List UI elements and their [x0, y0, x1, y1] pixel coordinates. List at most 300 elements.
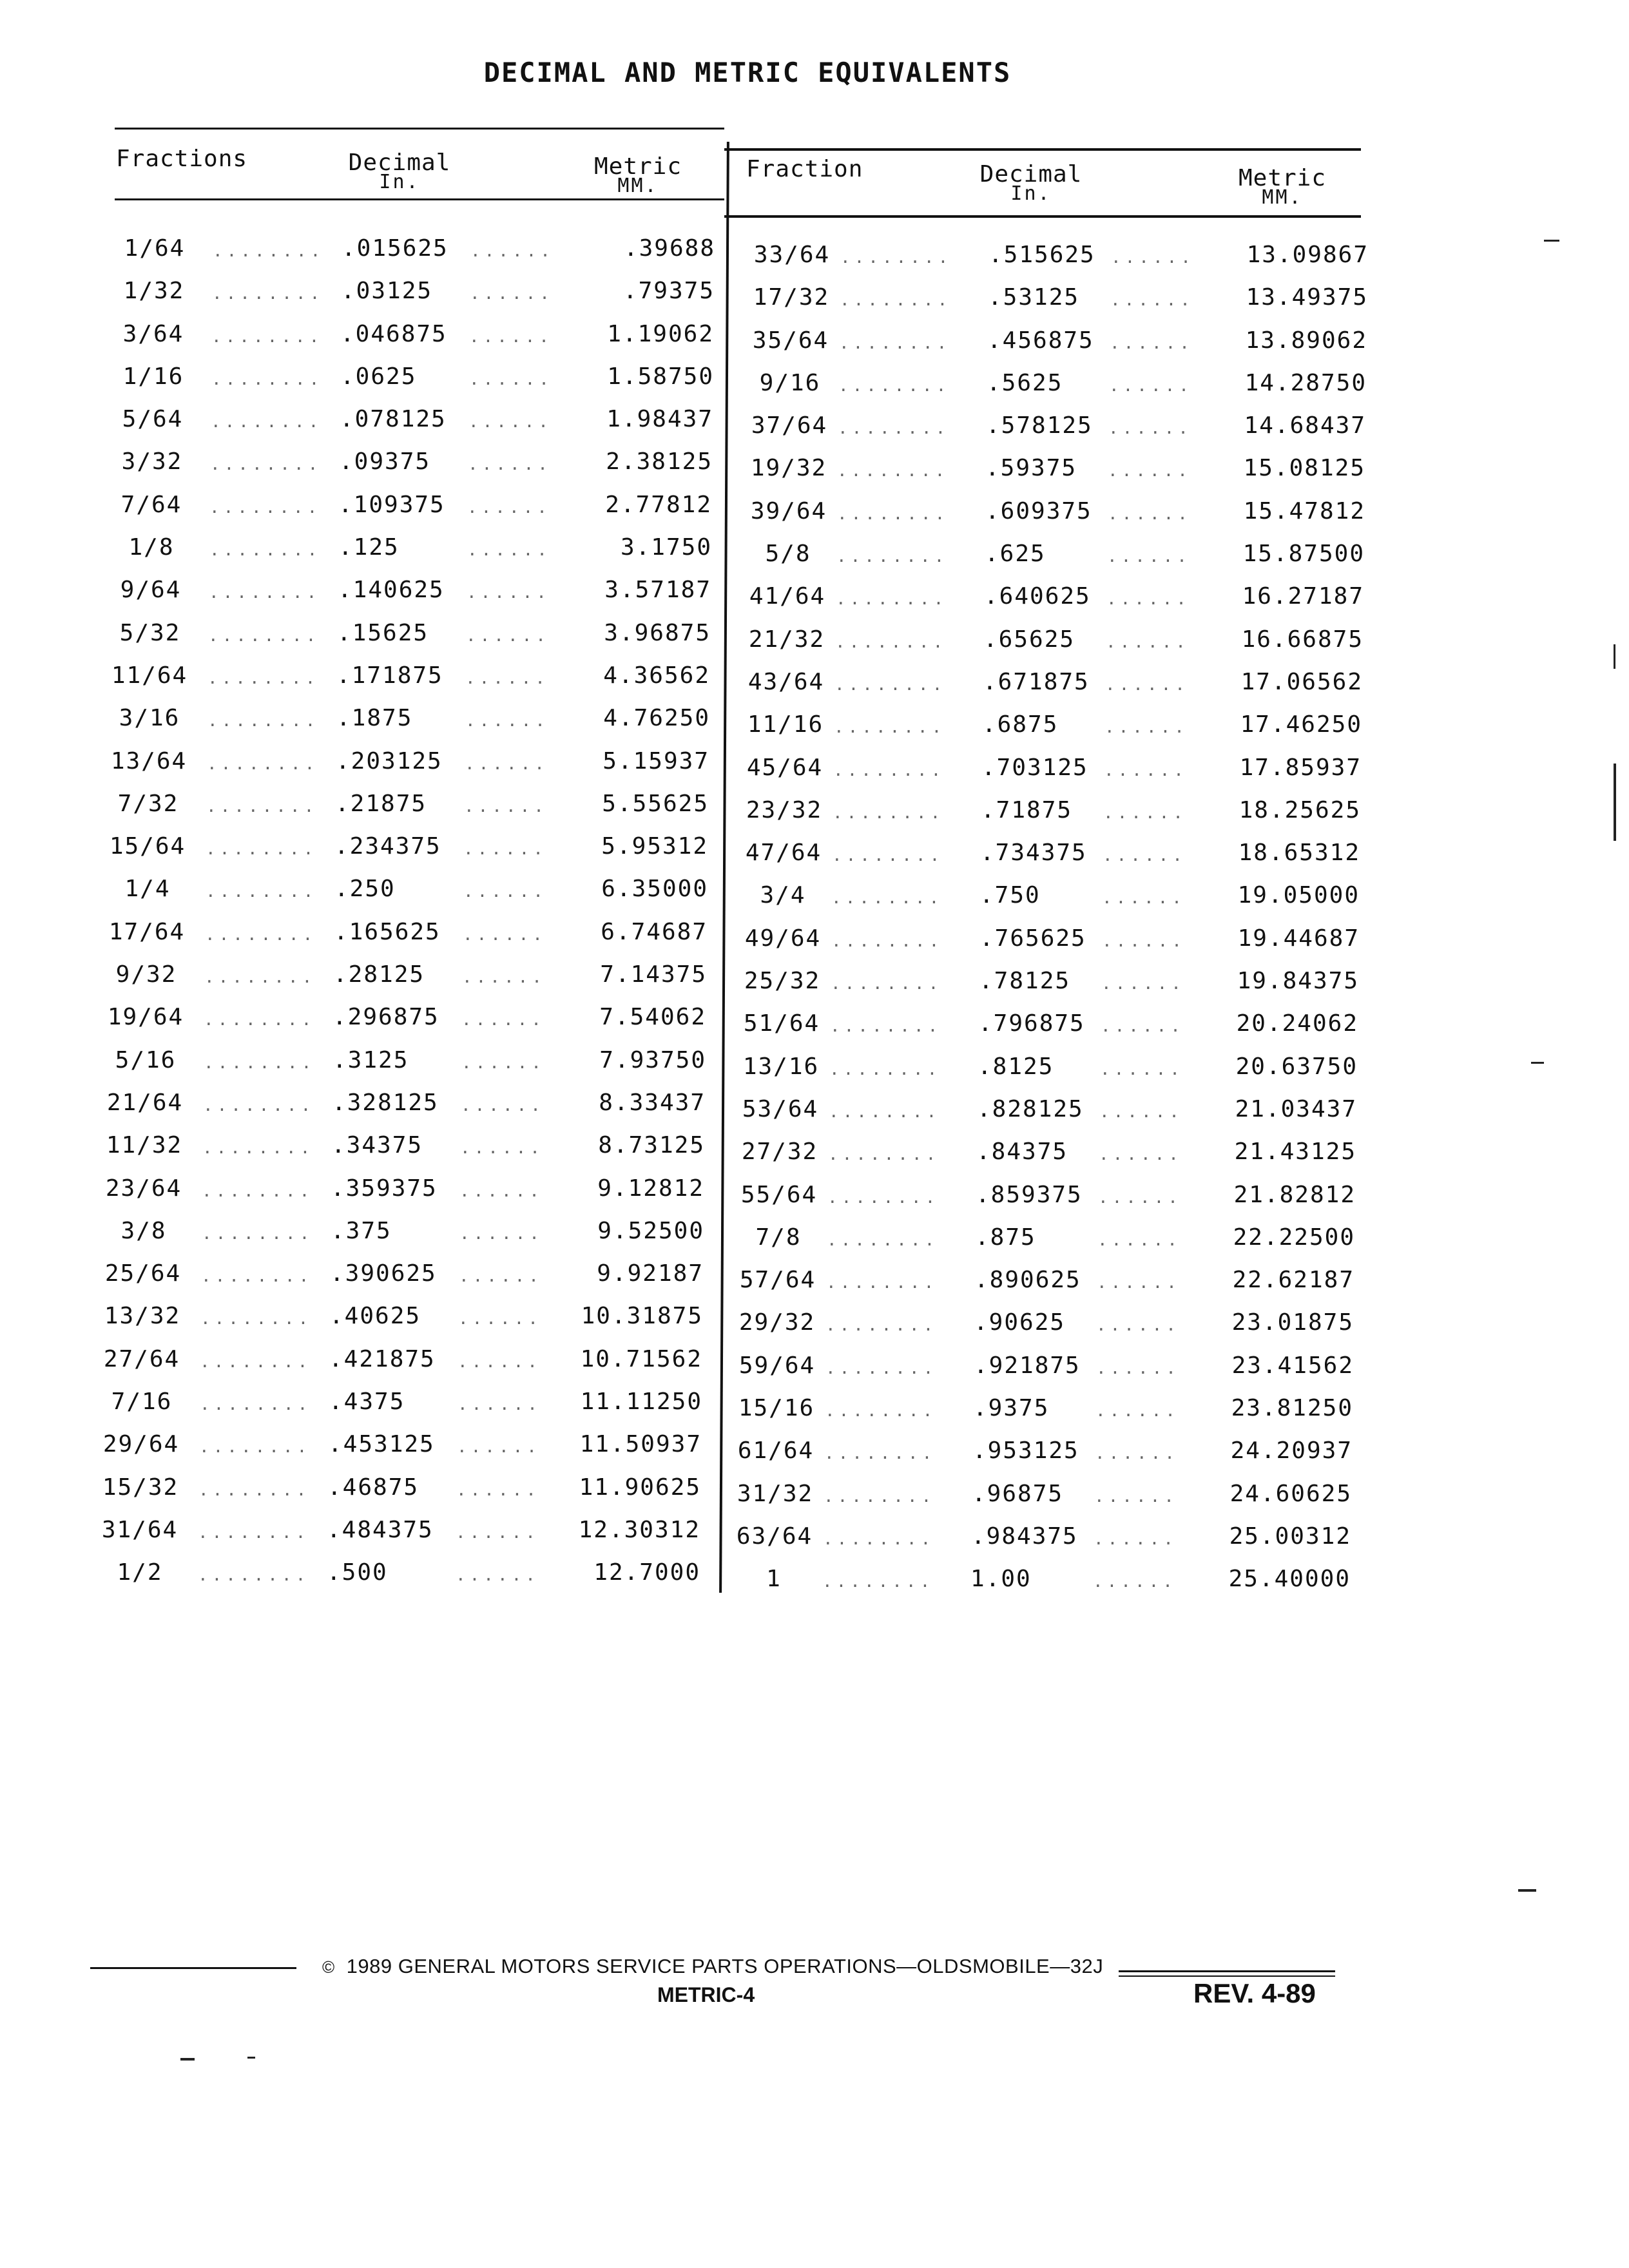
- table-row: [0, 620, 717, 662]
- fraction-cell: 11/32: [106, 1132, 183, 1159]
- dot-leader: ......: [466, 626, 550, 646]
- header-fraction-left: Fractions: [116, 146, 248, 172]
- metric-cell: 8.33437: [599, 1089, 706, 1116]
- table-row: [0, 278, 721, 320]
- dot-leader: ......: [1101, 974, 1185, 994]
- fraction-cell: 13/16: [742, 1053, 820, 1080]
- decimal-cell: .515625: [988, 242, 1095, 268]
- dot-leader: ......: [1102, 889, 1186, 908]
- table-row: [723, 327, 1367, 370]
- metric-cell: 7.54062: [599, 1004, 706, 1031]
- metric-cell: 14.68437: [1244, 412, 1366, 439]
- scan-mark: [1531, 1062, 1544, 1064]
- table-row: [0, 1090, 712, 1132]
- metric-cell: 20.24062: [1236, 1010, 1358, 1037]
- dot-leader: ........: [834, 718, 946, 738]
- dot-leader: ......: [1093, 1572, 1177, 1592]
- decimal-cell: .078125: [340, 406, 447, 433]
- dot-leader: ......: [468, 412, 552, 432]
- dot-leader: ........: [207, 711, 320, 731]
- table-row: [724, 284, 1368, 327]
- fraction-cell: 1/16: [122, 363, 184, 390]
- metric-cell: 9.52500: [597, 1217, 704, 1244]
- dot-leader: ........: [209, 541, 322, 561]
- fraction-cell: 1/8: [128, 534, 175, 561]
- metric-cell: 3.57187: [604, 577, 711, 604]
- fraction-cell: 39/64: [750, 497, 827, 524]
- dot-leader: ......: [1095, 1444, 1179, 1464]
- dot-leader: ......: [461, 1010, 545, 1030]
- decimal-cell: .4375: [329, 1389, 405, 1416]
- table-row: [0, 1175, 711, 1218]
- header-underline-left: [115, 198, 724, 200]
- decimal-cell: .84375: [976, 1139, 1068, 1166]
- decimal-cell: .34375: [331, 1132, 423, 1159]
- fraction-cell: 9/64: [120, 577, 182, 604]
- dot-leader: ......: [462, 968, 546, 988]
- metric-cell: 19.05000: [1237, 882, 1360, 909]
- table-row: [0, 448, 719, 491]
- decimal-cell: .1875: [336, 705, 413, 732]
- header-decimal-unit-right: In.: [1010, 182, 1052, 205]
- table-row: [0, 1004, 713, 1046]
- metric-cell: 15.47812: [1243, 497, 1365, 524]
- header-rule-left: [115, 128, 724, 130]
- dot-leader: ........: [840, 291, 952, 311]
- table-row: [0, 1303, 709, 1345]
- dot-leader: ........: [832, 846, 944, 866]
- dot-leader: ......: [456, 1523, 539, 1542]
- dot-leader: ........: [209, 497, 322, 517]
- header-metric-right: [1218, 165, 1347, 209]
- table-row: [719, 626, 1364, 669]
- fraction-cell: 15/64: [109, 833, 186, 860]
- fraction-cell: 27/32: [741, 1139, 818, 1166]
- fraction-cell: 49/64: [744, 925, 822, 952]
- metric-cell: 24.60625: [1229, 1480, 1352, 1507]
- footer-rule-right-2: [1119, 1975, 1335, 1977]
- dot-leader: ........: [213, 242, 325, 261]
- metric-cell: 5.15937: [602, 747, 709, 774]
- metric-cell: 20.63750: [1235, 1053, 1358, 1080]
- metric-cell: 16.27187: [1242, 583, 1364, 610]
- header-metric-unit-right: MM.: [1262, 186, 1303, 209]
- metric-cell: 10.71562: [580, 1345, 702, 1372]
- dot-leader: ........: [825, 1401, 937, 1421]
- dot-leader: ......: [470, 242, 554, 261]
- header-metric-left: [574, 153, 702, 197]
- dot-leader: ........: [824, 1444, 936, 1464]
- table-row: [0, 363, 720, 406]
- decimal-cell: .578125: [986, 412, 1093, 439]
- metric-cell: 15.08125: [1243, 455, 1365, 482]
- header-underline-right: [724, 215, 1361, 218]
- dot-leader: ........: [829, 1059, 941, 1079]
- table-row: [712, 1139, 1356, 1181]
- decimal-cell: .328125: [332, 1089, 439, 1116]
- dot-leader: ......: [1103, 803, 1187, 823]
- fraction-cell: 17/32: [753, 284, 830, 311]
- metric-cell: 9.12812: [597, 1175, 704, 1202]
- dot-leader: ......: [465, 754, 548, 774]
- table-row: [0, 876, 715, 918]
- header-decimal-left: [335, 149, 464, 193]
- metric-cell: 25.40000: [1228, 1566, 1351, 1593]
- header-fraction-right: Fraction: [746, 156, 863, 182]
- fraction-cell: 61/64: [737, 1437, 815, 1465]
- dot-leader: ......: [1105, 675, 1189, 695]
- metric-cell: 22.62187: [1232, 1267, 1354, 1294]
- dot-leader: ........: [833, 760, 945, 780]
- metric-cell: 24.20937: [1230, 1437, 1353, 1465]
- dot-leader: ........: [837, 504, 949, 524]
- fraction-cell: 1/2: [117, 1559, 163, 1586]
- table-row: [709, 1309, 1354, 1352]
- metric-cell: 3.1750: [620, 534, 712, 561]
- page-title: DECIMAL AND METRIC EQUIVALENTS: [483, 57, 1012, 88]
- fraction-cell: 43/64: [747, 668, 825, 695]
- decimal-cell: .234375: [334, 833, 441, 860]
- fraction-cell: 27/64: [103, 1345, 180, 1372]
- dot-leader: ........: [210, 455, 322, 475]
- metric-cell: 4.36562: [603, 662, 710, 689]
- copyright-icon: ©: [322, 1957, 335, 1977]
- fraction-cell: 29/64: [102, 1431, 180, 1458]
- dot-leader: ........: [825, 1358, 938, 1378]
- fraction-cell: 41/64: [749, 583, 826, 610]
- dot-leader: ......: [1096, 1358, 1180, 1378]
- dot-leader: ......: [459, 1181, 543, 1201]
- decimal-cell: .28125: [333, 961, 425, 988]
- fraction-cell: 63/64: [736, 1523, 813, 1550]
- table-row: [0, 1346, 709, 1389]
- fraction-cell: 31/64: [101, 1516, 178, 1543]
- dot-leader: ........: [204, 1010, 316, 1030]
- fraction-cell: 1: [766, 1566, 782, 1593]
- dot-leader: ........: [199, 1437, 311, 1457]
- dot-leader: ......: [456, 1480, 540, 1500]
- dot-leader: ........: [206, 796, 318, 816]
- fraction-cell: 47/64: [745, 840, 822, 867]
- fraction-cell: 5/16: [115, 1046, 177, 1073]
- dot-leader: ......: [1110, 291, 1194, 311]
- dot-leader: ......: [459, 1224, 543, 1244]
- dot-leader: ........: [202, 1224, 314, 1244]
- dot-leader: ........: [211, 412, 323, 432]
- dot-leader: ......: [1094, 1486, 1178, 1506]
- metric-cell: 15.87500: [1242, 541, 1365, 568]
- dot-leader: ......: [467, 541, 551, 561]
- dot-leader: ......: [470, 284, 554, 304]
- fraction-cell: 53/64: [742, 1095, 819, 1122]
- decimal-cell: .421875: [329, 1345, 436, 1372]
- decimal-cell: .53125: [988, 284, 1080, 311]
- metric-cell: 1.98437: [606, 406, 713, 433]
- dot-leader: ......: [459, 1267, 543, 1287]
- fraction-cell: 31/32: [737, 1480, 814, 1507]
- fraction-cell: 11/16: [747, 711, 824, 738]
- table-row: [715, 925, 1360, 968]
- decimal-cell: .703125: [981, 754, 1088, 781]
- header-decimal-label-right: Decimal: [979, 161, 1083, 187]
- metric-cell: 5.55625: [602, 790, 709, 817]
- decimal-cell: .109375: [338, 491, 445, 518]
- dot-leader: ........: [211, 327, 323, 347]
- metric-cell: .79375: [622, 278, 715, 305]
- table-row: [713, 1053, 1358, 1096]
- dot-leader: ........: [206, 882, 318, 902]
- table-row: [0, 791, 715, 833]
- metric-cell: 17.85937: [1239, 754, 1362, 781]
- scan-mark: [1614, 644, 1615, 669]
- fraction-cell: 3/8: [120, 1217, 167, 1244]
- footer-rule-left: [90, 1967, 296, 1969]
- scan-mark: [1614, 764, 1616, 841]
- dot-leader: ........: [834, 675, 947, 695]
- dot-leader: ........: [831, 931, 943, 951]
- table-row: [713, 1096, 1357, 1139]
- fraction-cell: 7/16: [111, 1389, 173, 1416]
- fraction-cell: 7/8: [755, 1224, 802, 1251]
- table-row: [720, 541, 1365, 583]
- table-row: [708, 1437, 1353, 1480]
- metric-cell: 17.46250: [1240, 711, 1362, 738]
- fraction-cell: 3/4: [760, 882, 806, 909]
- dot-leader: ......: [1101, 1017, 1184, 1037]
- table-row: [708, 1481, 1352, 1523]
- decimal-cell: .0625: [340, 363, 417, 390]
- dot-leader: ........: [202, 1139, 314, 1158]
- fraction-cell: 45/64: [746, 754, 824, 781]
- table-row: [709, 1395, 1353, 1437]
- table-left: [0, 235, 722, 1602]
- dot-leader: ........: [836, 590, 948, 610]
- table-row: [714, 1010, 1358, 1053]
- decimal-cell: .296875: [333, 1004, 439, 1031]
- dot-leader: ......: [467, 497, 551, 517]
- fraction-cell: 23/32: [746, 796, 823, 823]
- table-row: [721, 498, 1365, 541]
- table-row: [0, 492, 718, 534]
- header-decimal-label: Decimal: [348, 149, 451, 176]
- decimal-cell: .9375: [973, 1395, 1050, 1422]
- fraction-cell: 3/32: [121, 448, 183, 476]
- header-decimal-unit: In.: [379, 171, 420, 193]
- dot-leader: ......: [467, 583, 550, 603]
- table-row: [0, 919, 714, 961]
- dot-leader: ......: [458, 1395, 541, 1415]
- decimal-cell: .15625: [337, 619, 429, 646]
- decimal-cell: .03125: [341, 278, 433, 305]
- dot-leader: ........: [200, 1352, 312, 1372]
- decimal-cell: .8125: [978, 1053, 1054, 1080]
- metric-cell: 12.30312: [578, 1516, 700, 1543]
- decimal-cell: .750: [979, 882, 1041, 909]
- decimal-cell: .828125: [977, 1095, 1084, 1122]
- decimal-cell: .21875: [335, 790, 427, 817]
- decimal-cell: .140625: [338, 577, 445, 604]
- fraction-cell: 13/32: [104, 1303, 181, 1330]
- footer-copyright: [322, 1955, 1103, 1978]
- table-row: [0, 1431, 708, 1474]
- fraction-cell: 15/16: [738, 1395, 815, 1422]
- decimal-cell: .796875: [978, 1010, 1085, 1037]
- metric-cell: 19.44687: [1237, 925, 1360, 952]
- table-row: [715, 882, 1360, 925]
- dot-leader: ......: [1108, 504, 1191, 524]
- fraction-cell: 1/64: [124, 235, 186, 262]
- decimal-cell: .40625: [329, 1303, 421, 1330]
- dot-leader: ........: [837, 461, 949, 481]
- decimal-cell: .765625: [979, 925, 1086, 952]
- header-decimal-right: [967, 161, 1095, 205]
- metric-cell: 8.73125: [598, 1132, 705, 1159]
- metric-cell: 5.95312: [601, 833, 708, 860]
- scan-mark: [180, 2058, 195, 2061]
- scan-mark: [1518, 1889, 1536, 1892]
- dot-leader: ........: [207, 668, 320, 688]
- dot-leader: ......: [1106, 590, 1190, 610]
- table-row: [0, 1474, 708, 1517]
- dot-leader: ......: [1094, 1529, 1177, 1549]
- table-row: [715, 968, 1359, 1010]
- decimal-cell: .71875: [981, 796, 1073, 823]
- decimal-cell: .953125: [972, 1437, 1079, 1465]
- fraction-cell: 3/16: [119, 705, 180, 732]
- dot-leader: ........: [829, 1102, 941, 1122]
- decimal-cell: .015625: [342, 235, 448, 262]
- decimal-cell: .65625: [983, 626, 1075, 653]
- table-row: [0, 705, 717, 747]
- decimal-cell: .5625: [987, 369, 1063, 396]
- dot-leader: ........: [830, 1017, 942, 1037]
- decimal-cell: .046875: [340, 320, 447, 347]
- fraction-cell: 37/64: [751, 412, 828, 439]
- dot-leader: ......: [458, 1352, 541, 1372]
- metric-cell: 9.92187: [597, 1260, 704, 1287]
- table-row: [0, 1218, 711, 1260]
- table-row: [0, 662, 717, 705]
- metric-cell: 21.03437: [1235, 1095, 1357, 1122]
- dot-leader: ........: [205, 925, 317, 945]
- decimal-cell: .890625: [974, 1267, 1081, 1294]
- dot-leader: ........: [200, 1309, 313, 1329]
- table-row: [0, 961, 713, 1004]
- table-row: [717, 754, 1362, 797]
- decimal-cell: .09375: [339, 448, 431, 476]
- dot-leader: ......: [1099, 1102, 1183, 1122]
- decimal-cell: .625: [985, 541, 1046, 568]
- metric-cell: 21.43125: [1234, 1139, 1356, 1166]
- fraction-cell: 21/32: [748, 626, 825, 653]
- fraction-cell: 29/32: [738, 1309, 816, 1336]
- fraction-cell: 5/64: [122, 406, 184, 433]
- dot-leader: ........: [833, 803, 945, 823]
- dot-leader: ......: [465, 711, 549, 731]
- table-row: [707, 1523, 1351, 1566]
- header-rule-right: [724, 148, 1361, 151]
- metric-cell: 1.58750: [607, 363, 714, 390]
- metric-cell: 19.84375: [1237, 968, 1359, 995]
- metric-cell: 2.38125: [606, 448, 713, 476]
- metric-cell: 2.77812: [605, 491, 712, 518]
- dot-leader: ......: [1104, 718, 1188, 738]
- dot-leader: ......: [458, 1309, 542, 1329]
- table-row: [720, 583, 1364, 626]
- dot-leader: ........: [211, 369, 323, 389]
- dot-leader: ........: [822, 1572, 934, 1592]
- dot-leader: ......: [1095, 1401, 1179, 1421]
- dot-leader: ........: [838, 376, 950, 396]
- metric-cell: 12.7000: [593, 1559, 700, 1586]
- fraction-cell: 5/32: [119, 619, 181, 646]
- fraction-cell: 1/4: [124, 876, 171, 903]
- dot-leader: ........: [201, 1267, 313, 1287]
- dot-leader: ......: [1097, 1273, 1181, 1293]
- fraction-cell: 23/64: [105, 1175, 182, 1202]
- decimal-cell: .671875: [983, 668, 1090, 695]
- dot-leader: ........: [202, 1181, 314, 1201]
- dot-leader: ......: [1108, 419, 1192, 439]
- decimal-cell: .78125: [979, 968, 1071, 995]
- metric-cell: 4.76250: [603, 705, 710, 732]
- metric-cell: 11.50937: [579, 1431, 702, 1458]
- metric-cell: 17.06562: [1240, 668, 1363, 695]
- decimal-cell: .359375: [331, 1175, 438, 1202]
- metric-cell: .39688: [623, 235, 715, 262]
- decimal-cell: .96875: [972, 1480, 1064, 1507]
- fraction-cell: 7/64: [120, 491, 182, 518]
- fraction-cell: 13/64: [110, 747, 188, 774]
- dot-leader: ........: [209, 583, 321, 603]
- dot-leader: ......: [1104, 760, 1188, 780]
- decimal-cell: .250: [334, 876, 396, 903]
- dot-leader: ........: [826, 1273, 938, 1293]
- copyright-text: 1989 GENERAL MOTORS SERVICE PARTS OPERATIONS—OLDSMOBILE—32J: [346, 1955, 1104, 1977]
- dot-leader: ........: [198, 1480, 311, 1500]
- table-row: [709, 1352, 1354, 1395]
- metric-cell: 25.00312: [1229, 1523, 1351, 1550]
- table-row: [711, 1224, 1355, 1267]
- dot-leader: ......: [1109, 376, 1193, 396]
- decimal-cell: .171875: [336, 662, 443, 689]
- dot-leader: ........: [200, 1395, 312, 1415]
- fraction-cell: 9/32: [115, 961, 177, 988]
- dot-leader: ......: [460, 1139, 544, 1158]
- decimal-cell: .859375: [976, 1181, 1083, 1208]
- fraction-cell: 25/32: [744, 968, 821, 995]
- table-row: [706, 1566, 1351, 1608]
- dot-leader: ......: [469, 369, 553, 389]
- fraction-cell: 55/64: [740, 1181, 818, 1208]
- table-row: [0, 321, 720, 363]
- dot-leader: ......: [469, 327, 553, 347]
- decimal-cell: .165625: [334, 918, 441, 945]
- decimal-cell: .984375: [971, 1523, 1078, 1550]
- decimal-cell: .456875: [987, 327, 1094, 354]
- fraction-cell: 33/64: [753, 242, 831, 268]
- dot-leader: ......: [457, 1437, 541, 1457]
- dot-leader: ......: [1099, 1145, 1182, 1165]
- metric-cell: 7.14375: [600, 961, 707, 988]
- metric-cell: 21.82812: [1233, 1181, 1356, 1208]
- decimal-cell: .46875: [327, 1474, 419, 1501]
- dot-leader: ........: [824, 1486, 936, 1506]
- dot-leader: ......: [1097, 1230, 1181, 1250]
- metric-cell: 23.01875: [1231, 1309, 1354, 1336]
- metric-cell: 14.28750: [1244, 369, 1367, 396]
- metric-cell: 23.81250: [1231, 1395, 1353, 1422]
